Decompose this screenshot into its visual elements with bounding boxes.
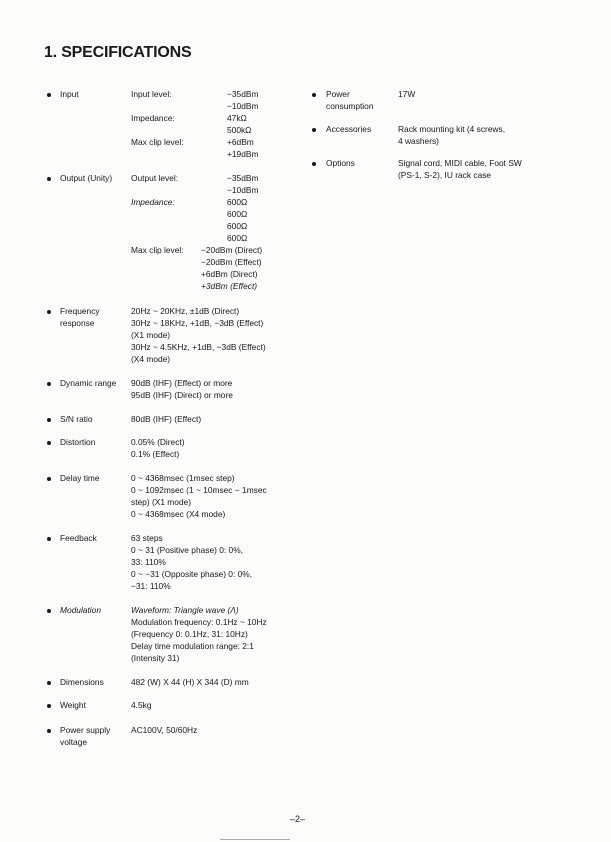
spec-label: Delay time [60,473,100,483]
spec-label: Dimensions [60,677,104,687]
bullet-icon [47,477,51,481]
output-impedance-values: 600Ω 600Ω 600Ω 600Ω [227,197,248,243]
spec-value: 63 steps 0 ~ 31 (Positive phase) 0: 0%, 33: 110% 0 ~ −31 (Opposite phase) 0: 0%, −31: 110% [131,533,253,591]
output-maxclip-effect: +3dBm (Effect) [201,281,258,291]
footer-rule [220,839,290,840]
bullet-icon [47,310,51,314]
spec-label: Power supply voltage [60,725,111,747]
spec-value: AC100V, 50/60Hz [131,725,198,735]
spec-label: Weight [60,700,86,710]
spec-label: Frequency response [60,306,100,328]
spec-value: 17W [398,89,416,99]
spec-label: Options [326,158,355,168]
spec-label: Feedback [60,533,97,543]
output-impedance-label: Impedance: [131,197,175,207]
spec-label: Dynamic range [60,378,117,388]
bullet-icon [47,729,51,733]
spec-label: Input [60,89,79,99]
spec-label: Modulation [60,605,101,615]
bullet-icon [47,382,51,386]
spec-value: Rack mounting kit (4 screws, 4 washers) [398,124,506,146]
input-impedance-label: Impedance: [131,113,175,123]
bullet-icon [47,177,51,181]
spec-value: 0.05% (Direct) 0.1% (Effect) [131,437,185,459]
bullet-icon [47,609,51,613]
spec-value: 482 (W) X 44 (H) X 344 (D) mm [131,677,249,687]
bullet-icon [47,537,51,541]
input-impedance-values: 47kΩ 500kΩ [227,113,252,135]
bullet-icon [312,93,316,97]
modulation-waveform: Waveform: Triangle wave (Λ) [131,605,239,615]
output-maxclip-label: Max clip level: [131,245,184,255]
spec-label: Accessories [326,124,372,134]
spec-value: Modulation frequency: 0.1Hz ~ 10Hz (Frequency 0: 0.1Hz, 31: 10Hz) Delay time modulation range: 2:1 (Intensity 31) [131,617,267,663]
bullet-icon [47,441,51,445]
spec-label: Output (Unity) [60,173,113,183]
spec-value: 4.5kg [131,700,152,710]
spec-value: 20Hz ~ 20KHz, ±1dB (Direct) 30Hz ~ 18KHz, +1dB, −3dB (Effect) (X1 mode) 30Hz ~ 4.5KHz, +1dB, −3dB (Effect) (X4 mode) [131,306,266,364]
output-level-values: −35dBm −10dBm [227,173,259,195]
bullet-icon [312,162,316,166]
bullet-icon [47,418,51,422]
input-maxclip-label: Max clip level: [131,137,184,147]
page-title: 1. SPECIFICATIONS [44,44,192,61]
spec-value: 80dB (IHF) (Effect) [131,414,202,424]
output-maxclip-values: −20dBm (Direct) −20dBm (Effect) +6dBm (Direct) [201,245,263,279]
input-level-values: −35dBm −10dBm [227,89,259,111]
bullet-icon [47,681,51,685]
input-maxclip-values: +6dBm +19dBm [227,137,259,159]
output-level-label: Output level: [131,173,179,183]
bullet-icon [47,93,51,97]
spec-value: 0 ~ 4368msec (1msec step) 0 ~ 1092msec (1 ~ 10msec − 1msec step) (X1 mode) 0 ~ 4368msec (X4 mode) [131,473,267,519]
spec-value: 90dB (IHF) (Effect) or more 95dB (IHF) (Direct) or more [131,378,233,400]
spec-value: Signal cord, MIDI cable, Foot SW (PS-1, S-2), IU rack case [398,158,522,180]
spec-label: S/N ratio [60,414,93,424]
input-level-label: Input level: [131,89,172,99]
bullet-icon [47,704,51,708]
spec-label: Power consumption [326,89,374,111]
spec-label: Distortion [60,437,96,447]
page-number: –2– [290,814,306,824]
bullet-icon [312,128,316,132]
